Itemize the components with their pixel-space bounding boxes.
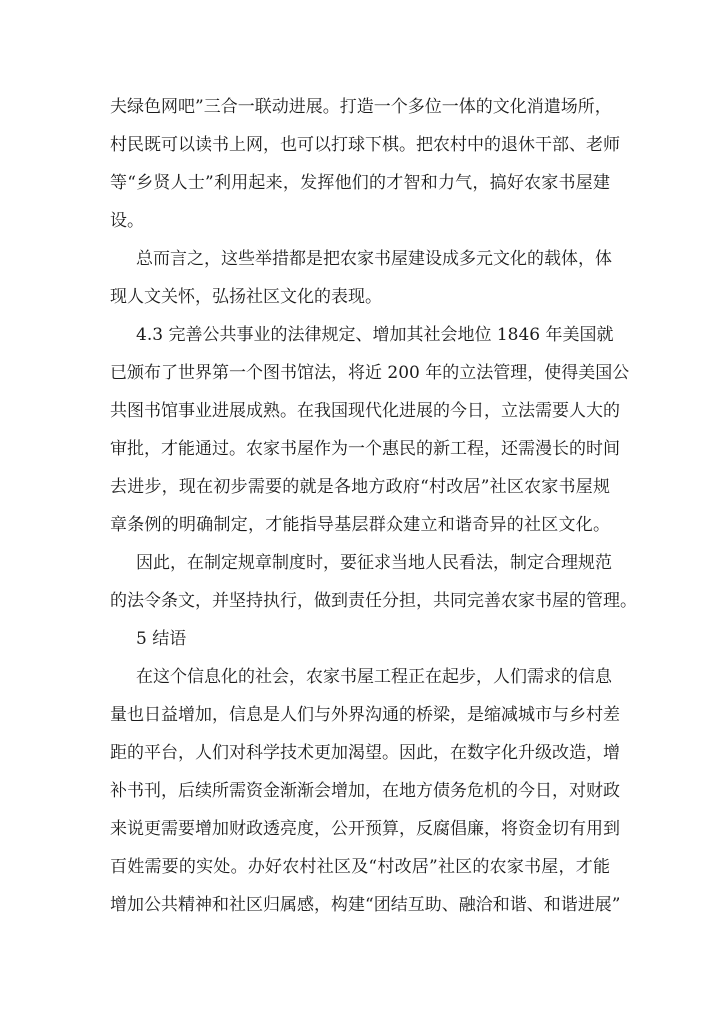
text-line-10: 审批，才能通过。农家书屋作为一个惠民的新工程，还需漫长的时间: [110, 439, 620, 459]
text-line-8: 已颁布了世界第一个图书馆法，将近 200 年的立法管理，使得美国公: [110, 363, 630, 383]
body-text: [110, 88, 637, 924]
text-line-17: 量也日益增加，信息是人们与外界沟通的桥梁，是缩减城市与乡村差: [110, 705, 620, 725]
text-line-9: 共图书馆事业进展成熟。在我国现代化进展的今日，立法需要人大的: [110, 401, 620, 421]
text-line-14: 的法令条文，并坚持执行，做到责任分担，共同完善农家书屋的管理。: [110, 591, 637, 611]
text-line-1: 夫绿色网吧”三合一联动进展。打造一个多位一体的文化消遣场所，: [110, 97, 612, 117]
text-line-12: 章条例的明确制定，才能指导基层群众建立和谐奇异的社区文化。: [110, 515, 610, 535]
text-line-18: 距的平台，人们对科学技术更加渴望。因此，在数字化升级改造，增: [110, 743, 620, 763]
text-line-2: 村民既可以读书上网，也可以打球下棋。把农村中的退休干部、老师: [110, 135, 620, 155]
text-line-4: 设。: [110, 211, 144, 231]
text-line-7: 4.3 完善公共事业的法律规定、增加其社会地位 1846 年美国就: [136, 325, 614, 345]
text-line-15: 5 结语: [136, 629, 187, 649]
text-line-11: 去进步，现在初步需要的就是各地方政府“村改居”社区农家书屋规: [110, 477, 610, 497]
text-line-21: 百姓需要的实处。办好农村社区及“村改居”社区的农家书屋，才能: [110, 857, 610, 877]
text-line-5: 总而言之，这些举措都是把农家书屋建设成多元文化的载体，体: [136, 249, 612, 269]
text-line-20: 来说更需要增加财政透亮度，公开预算，反腐倡廉，将资金切有用到: [110, 819, 620, 839]
text-line-13: 因此，在制定规章制度时，要征求当地人民看法，制定合理规范: [136, 553, 612, 573]
text-line-16: 在这个信息化的社会，农家书屋工程正在起步，人们需求的信息: [136, 667, 612, 687]
text-line-3: 等“乡贤人士”利用起来，发挥他们的才智和力气，搞好农家书屋建: [110, 173, 610, 193]
text-line-22: 增加公共精神和社区归属感，构建“团结互助、融洽和谐、和谐进展”: [110, 895, 621, 915]
text-line-19: 补书刊，后续所需资金渐渐会增加，在地方债务危机的今日，对财政: [110, 781, 620, 801]
text-line-6: 现人文关怀，弘扬社区文化的表现。: [110, 287, 382, 307]
